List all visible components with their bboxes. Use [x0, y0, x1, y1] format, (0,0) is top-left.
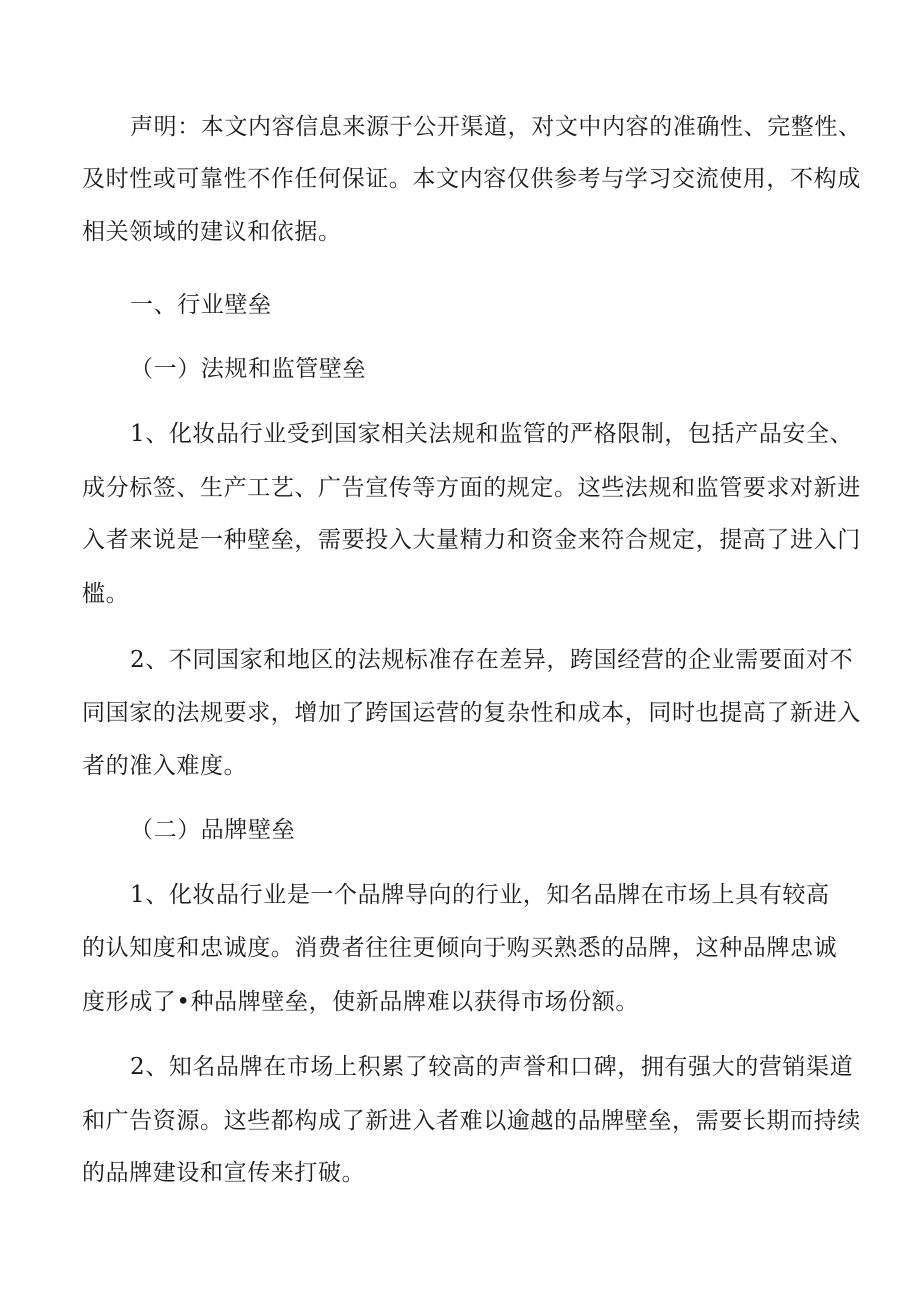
- s2-p1-line-2: 的认知度和忠诚度。消费者往往更倾向于购买熟悉的品牌，这种品牌忠诚: [82, 935, 838, 961]
- s1-p1-line-3: 入者来说是一种壁垒，需要投入大量精力和资金来符合规定，提高了进入门: [82, 527, 861, 553]
- subsection-1-title: （一）法规和监管壁垒: [130, 356, 366, 382]
- s1-p1-line-1: 1、化妆品行业受到国家相关法规和监管的严格限制，包括产品安全、: [130, 421, 854, 447]
- s2-p2-line-1: 2、知名品牌在市场上积累了较高的声誉和口碑，拥有强大的营销渠道: [130, 1054, 854, 1080]
- s2-p1-line-1: 1、化妆品行业是一个品牌导向的行业，知名品牌在市场上具有较高: [130, 882, 830, 908]
- disclaimer-line-2: 及时性或可靠性不作任何保证。本文内容仅供参考与学习交流使用，不构成: [82, 166, 861, 192]
- s1-p2-line-1: 2、不同国家和地区的法规标准存在差异，跨国经营的企业需要面对不: [130, 647, 854, 673]
- s2-p2-line-2: 和广告资源。这些都构成了新进入者难以逾越的品牌壁垒，需要长期而持续: [82, 1108, 861, 1134]
- disclaimer-line-1: 声明：本文内容信息来源于公开渠道，对文中内容的准确性、完整性、: [130, 114, 862, 140]
- section-title: 一、行业壁垒: [130, 292, 272, 318]
- s1-p2-line-2: 同国家的法规要求，增加了跨国运营的复杂性和成本，同时也提高了新进入: [82, 700, 861, 726]
- subsection-2-title: （二）品牌壁垒: [130, 817, 296, 843]
- s2-p2-line-3: 的品牌建设和宣传来打破。: [82, 1160, 366, 1186]
- s1-p2-line-3: 者的准入难度。: [82, 753, 248, 779]
- s2-p1-line-3: 度形成了•种品牌壁垒，使新品牌难以获得市场份额。: [82, 989, 639, 1015]
- disclaimer-line-3: 相关领域的建议和依据。: [82, 219, 342, 245]
- s1-p1-line-2: 成分标签、生产工艺、广告宣传等方面的规定。这些法规和监管要求对新进: [82, 475, 861, 501]
- s1-p1-line-4: 槛。: [82, 581, 130, 607]
